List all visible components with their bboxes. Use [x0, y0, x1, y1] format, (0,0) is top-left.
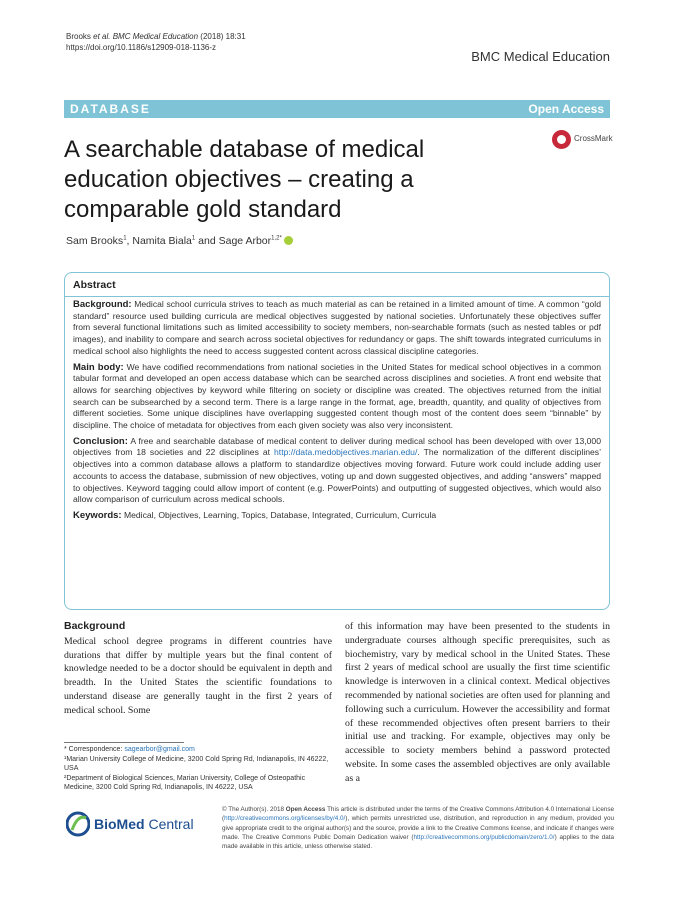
abstract-box	[64, 272, 610, 610]
orcid-icon[interactable]	[284, 236, 293, 245]
logo-text-bold: BioMed	[94, 816, 145, 832]
article-title: A searchable database of medical education objectives – creating a comparable gold standard	[64, 136, 425, 223]
abstract-main-body: Main body: We have codified recommendations from national societies in the United States for medical school objectives in a common tabular format and developed an open access database which can be searched across disciplines and societies. A front end website that allows for searching objectives by keyword while filtering on society or discipline was created. The objectives returned from the initial search can be subsearched by a second term. There is a large range in the format, age, breadth, quantity, and quality of objectives from different societies. Some unique disciplines have overlapping suggested content though most of the content does seem “binnable” by discipline. The choice of metadata for objectives from each given society was also very inconsistent.	[73, 361, 601, 431]
footnotes	[64, 745, 332, 793]
section-label: DATABASE	[70, 102, 151, 116]
affiliation: ¹Marian University College of Medicine, 3200 Cold Spring Rd, Indianapolis, IN 46222, USA	[64, 755, 329, 773]
running-header	[66, 31, 246, 53]
cc-zero-link[interactable]: http://creativecommons.org/publicdomain/zero/1.0/	[413, 833, 555, 841]
logo-text-regular: Central	[144, 816, 194, 832]
body-paragraph: of this information may have been presented to the students in undergraduate courses although specific prerequisites, such as biochemistry, vary by medical school in the United States. These first 2 years of medical school are usually the first time scientific knowledge is interwoven in a clinical context. Medical objectives recommended by national societies are often used for planning and following such a curriculum. However the accessibility and format of these recommended objectives often present barriers to their initial use and tracking. For example, objectives may only be accessible to society members behind a password protected website. In some cases the assembled objectives are only available as a	[345, 621, 610, 784]
section-banner	[64, 100, 610, 118]
section-heading: Background	[64, 620, 126, 632]
correspondence: * Correspondence: sagearbor@gmail.com	[64, 746, 195, 753]
abstract-heading: Abstract	[73, 279, 116, 291]
body-column-right	[345, 620, 610, 786]
open-access-label: Open Access	[528, 102, 604, 116]
crossmark-badge[interactable]	[552, 128, 614, 152]
abstract-body	[73, 299, 601, 526]
author-list: Sam Brooks$^1$, Namita Biala$^1$ and Sage Arbor$^{1,2*}$	[66, 235, 293, 247]
author-name[interactable]: Sage Arbor	[218, 235, 272, 247]
biomed-central-icon	[66, 810, 90, 838]
author-name[interactable]: Sam Brooks	[66, 235, 124, 247]
author-name[interactable]: Namita Biala	[132, 235, 192, 247]
doi-link[interactable]: https://doi.org/10.1186/s12909-018-1136-z	[66, 43, 217, 52]
cc-by-link[interactable]: http://creativecommons.org/licenses/by/4.0/	[224, 815, 346, 823]
affiliation: ²Department of Biological Sciences, Marian University, College of Osteopathic Medicine, 3200 Cold Spring Rd, Indianapolis, IN 46222, USA	[64, 774, 306, 792]
crossmark-label: CrossMark	[574, 134, 613, 143]
abstract-conclusion: Conclusion: A free and searchable database of medical content to deliver during medical school has been developed with over 13,000 objectives from 18 societies and 22 disciplines at http://data.medobjectives.marian.edu/. The normalization of the different disciplines’ objectives into a common database allows a platform to standardize objectives moving forward. Future work could include adding user accounts to access the database, submission of new objectives, voting up and down suggested objectives, and adding “answers” mapped to objectives. Keyword tagging could allow import of content (e.g. PowerPoints) and outputting of suggested objectives, which would also allow comparison of curriculum across medical schools.	[73, 435, 601, 505]
database-link[interactable]: http://data.medobjectives.marian.edu/	[274, 447, 418, 458]
abstract-keywords: Keywords: Medical, Objectives, Learning, Topics, Database, Integrated, Curriculum, Curricula	[73, 509, 437, 521]
citation-line: Brooks et al. BMC Medical Education (2018) 18:31	[66, 32, 246, 41]
abstract-divider	[65, 296, 609, 297]
crossmark-icon	[552, 130, 571, 149]
body-paragraph: Medical school degree programs in different countries have durations that differ by multiple years but the final content of knowledge needed to be a doctor should be equivalent in depth and breadth. In the United States the scientific foundations to understand disease are generally taught in the first 2 years of medical school. Some	[64, 635, 332, 716]
footnote-divider	[64, 742, 184, 743]
correspondence-email[interactable]: sagearbor@gmail.com	[124, 746, 195, 753]
body-column-left	[64, 620, 332, 718]
journal-name: BMC Medical Education	[471, 49, 610, 64]
biomed-central-logo	[66, 808, 206, 844]
abstract-background: Background: Medical school curricula strives to teach as much material as can be retained in a limited amount of time. A common “gold standard” resource used building curricula are medical objectives suggested by national societies. Unfortunately these objectives suffer from several functional limitations such as limited accessibility to society members, non-searchable formats (such as nested tables or pdf images), and inability to compare and search across societal objectives for redundancy or gaps. The shift towards integrated curriculums in medical school also highlights the need to access suggested content across classical discipline categories.	[73, 299, 601, 356]
license-text: © The Author(s). 2018 Open Access This article is distributed under the terms of the Creative Commons Attribution 4.0 International License (http://creativecommons.org/licenses/by/4.0/), which permits unrestricted use, distribution, and reproduction in any medium, provided you give appropriate credit to the original author(s) and the source, provide a link to the Creative Commons license, and indicate if changes were made. The Creative Commons Public Domain Dedication waiver (http://creativecommons.org/publicdomain/zero/1.0/) applies to the data made available in this article, unless otherwise stated.	[222, 806, 614, 851]
